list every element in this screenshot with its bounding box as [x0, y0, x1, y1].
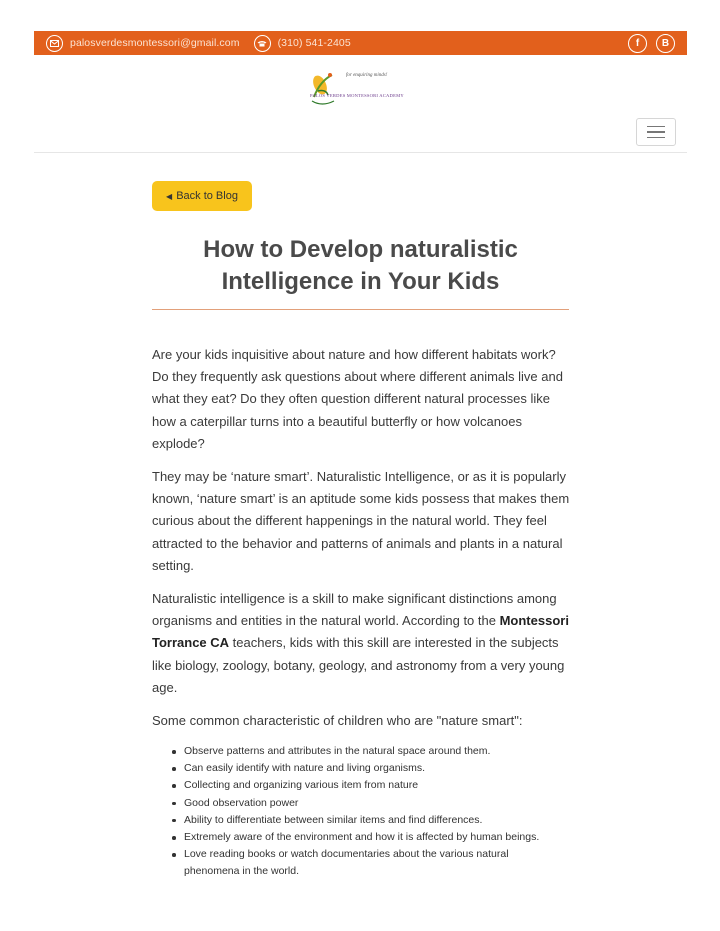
title-divider: [152, 309, 569, 310]
back-to-blog-label: Back to Blog: [176, 190, 238, 202]
blogger-icon[interactable]: B: [656, 34, 675, 53]
email-link[interactable]: palosverdesmontessori@gmail.com: [70, 37, 240, 49]
article-paragraph: Naturalistic intelligence is a skill to make significant distinctions among organisms and entities in the natural world. According to the Montessori Torrance CA teachers, kids with this skill are interested in the subjects like biology, zoology, botany, geology, and astronomy from a very young age.: [152, 591, 569, 695]
list-item: Extremely aware of the environment and how it is affected by human beings.: [170, 829, 560, 846]
logo-emblem: [300, 63, 420, 111]
logo-name: PALOS VERDES MONTESSORI ACADEMY: [310, 93, 404, 98]
list-item: Collecting and organizing various item from nature: [170, 777, 560, 794]
list-item: Observe patterns and attributes in the natural space around them.: [170, 743, 560, 760]
list-item: Can easily identify with nature and living organisms.: [170, 760, 560, 777]
site-logo[interactable]: [300, 63, 420, 111]
article-paragraph: Are your kids inquisitive about nature and how different habitats work? Do they frequently ask questions about where different animals live and what they eat? Do they often question different natural processes like how a caterpillar turns into a beautiful butterfly or how volcanoes explode?: [152, 347, 563, 451]
social-links: [628, 34, 675, 53]
article-body: [152, 344, 572, 743]
top-contact-bar: [34, 31, 687, 55]
montessori-torrance-link[interactable]: Montessori Torrance CA: [152, 613, 569, 651]
envelope-icon: [46, 35, 63, 52]
chevron-left-icon: ◀: [166, 191, 173, 201]
list-item: Ability to differentiate between similar items and find differences.: [170, 812, 560, 829]
facebook-icon[interactable]: f: [628, 34, 647, 53]
header-divider: [34, 152, 687, 153]
article-paragraph: They may be ‘nature smart’. Naturalistic Intelligence, or as it is popularly known, ‘nature smart’ is an aptitude some kids possess that makes them curious about the different happenings in the natural world. They feel attracted to the behavior and patterns of animals and plants in a natural setting.: [152, 469, 570, 573]
characteristics-list: [170, 743, 560, 881]
article-title: How to Develop naturalistic Intelligence in Your Kids: [203, 236, 518, 295]
list-item: Love reading books or watch documentaries about the various natural phenomena in the world.: [170, 846, 560, 880]
hamburger-menu-icon: [647, 126, 665, 128]
back-to-blog-button[interactable]: [152, 181, 252, 211]
list-item: Good observation power: [170, 795, 560, 812]
list-intro: Some common characteristic of children who are "nature smart":: [152, 713, 523, 729]
phone-icon: [254, 35, 271, 52]
phone-link[interactable]: (310) 541-2405: [277, 37, 351, 49]
logo-tagline: for enquiring minds!: [346, 73, 388, 78]
hamburger-menu-button[interactable]: [636, 118, 676, 146]
